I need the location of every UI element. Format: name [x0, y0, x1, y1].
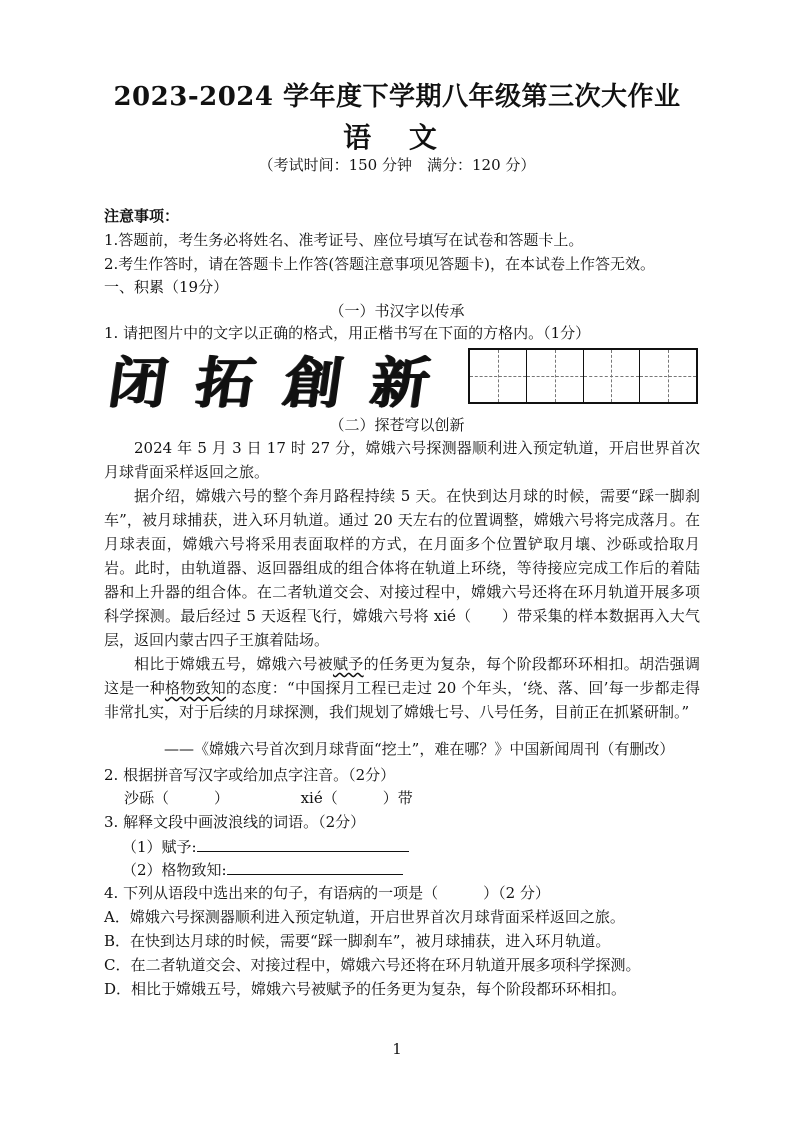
subject-title: 语 文 — [343, 121, 451, 154]
calligraphy-char: 創 — [279, 350, 347, 416]
exam-info: （考试时间：150 分钟 满分：120 分） — [258, 156, 536, 174]
option-a[interactable]: A．嫦娥六号探测器顺利进入预定轨道，开启世界首次月球背面采样返回之旅。 — [104, 908, 625, 926]
grid-cell[interactable] — [527, 350, 584, 402]
question-4: 4. 下列从语段中选出来的句子，有语病的一项是（ ）（2 分） — [104, 884, 550, 902]
subsection-heading-2: （二）探苍穹以创新 — [329, 416, 465, 434]
calligraphy-char: 闭 — [104, 350, 172, 416]
page-number: 1 — [392, 1040, 402, 1058]
question-3: 3. 解释文段中画波浪线的词语。（2分） — [104, 813, 366, 831]
passage-paragraph-3: 相比于嫦娥五号，嫦娥六号被赋予的任务更为复杂，每个阶段都环环相扣。胡浩强调这是一种格物致知的态度：“中国探月工程已走过 20 个年头，‘绕、落、回’每一步都走得非常扎实，对于后续的月球探测，我们规划了嫦娥七号、八号任务，目前正在抓紧研制。” — [104, 655, 700, 721]
answer-blank[interactable] — [197, 835, 409, 852]
q2-item-shali: 沙砾（ ） — [124, 789, 230, 807]
q3-answer-2: （2）格物致知: — [122, 858, 722, 881]
reading-passage — [104, 436, 700, 724]
grid-cell[interactable] — [470, 350, 527, 402]
notice-item-1: 1.答题前，考生务必将姓名、准考证号、座位号填写在试卷和答题卡上。 — [104, 231, 584, 249]
option-c[interactable]: C．在二者轨道交会、对接过程中，嫦娥六号还将在环月轨道开展多项科学探测。 — [104, 956, 641, 974]
notice-heading: 注意事项： — [104, 207, 180, 225]
option-b[interactable]: B．在快到达月球的时候，需要“踩一脚刹车”，被月球捕获，进入环月轨道。 — [104, 932, 611, 950]
q2-item-xie: xié（ ）带 — [300, 789, 413, 807]
passage-paragraph-1: 2024 年 5 月 3 日 17 时 27 分，嫦娥六号探测器顺利进入预定轨道，开启世界首次月球背面采样返回之旅。 — [104, 439, 700, 481]
calligraphy-char: 拓 — [192, 350, 260, 416]
exam-title: 2023-2024 学年度下学期八年级第三次大作业 — [113, 82, 681, 112]
calligraphy-char: 新 — [366, 350, 434, 416]
question-1: 1. 请把图片中的文字以正确的格式，用正楷书写在下面的方格内。（1分） — [104, 324, 591, 342]
question-2-items — [124, 787, 724, 809]
writing-grid[interactable] — [468, 348, 698, 404]
wavy-underlined-word-gewuzhizhi: 格物致知 — [165, 679, 227, 697]
calligraphy-image — [104, 344, 434, 416]
grid-cell[interactable] — [584, 350, 641, 402]
subsection-heading-1: （一）书汉字以传承 — [329, 302, 465, 320]
question-2: 2. 根据拼音写汉字或给加点字注音。（2分） — [104, 766, 396, 784]
passage-paragraph-2: 据介绍，嫦娥六号的整个奔月路程持续 5 天。在快到达月球的时候，需要“踩一脚刹车”，被月球捕获，进入环月轨道。通过 20 天左右的位置调整，嫦娥六号将完成落月。在月球表面，嫦娥六号将采用表面取样的方式，在月面多个位置铲取月壤、沙砾或拾取月岩。此时，由轨道器、返回器组成的组合体将在轨道上环绕，等待接应完成工作后的着陆器和上升器的组合体。在二者轨道交会、对接过程中，嫦娥六号还将在环月轨道开展多项科学探测。最后经过 5 天返程飞行，嫦娥六号将 xié（ ）带采集的样本数据再入大气层，返回内蒙古四子王旗着陆场。 — [104, 487, 700, 649]
answer-blank[interactable] — [227, 858, 403, 875]
option-d[interactable]: D．相比于嫦娥五号，嫦娥六号被赋予的任务更为复杂，每个阶段都环环相扣。 — [104, 980, 627, 998]
notice-item-2: 2.考生作答时，请在答题卡上作答(答题注意事项见答题卡)，在本试卷上作答无效。 — [104, 255, 656, 273]
wavy-underlined-word-fuyu: 赋予 — [332, 655, 364, 673]
passage-source: ——《嫦娥六号首次到月球背面“挖土”，难在哪？》中国新闻周刊（有删改） — [164, 740, 675, 758]
grid-cell[interactable] — [640, 350, 696, 402]
q3-answer-1: （1）赋予: — [122, 835, 722, 858]
section-heading: 一、积累（19分） — [104, 278, 229, 296]
